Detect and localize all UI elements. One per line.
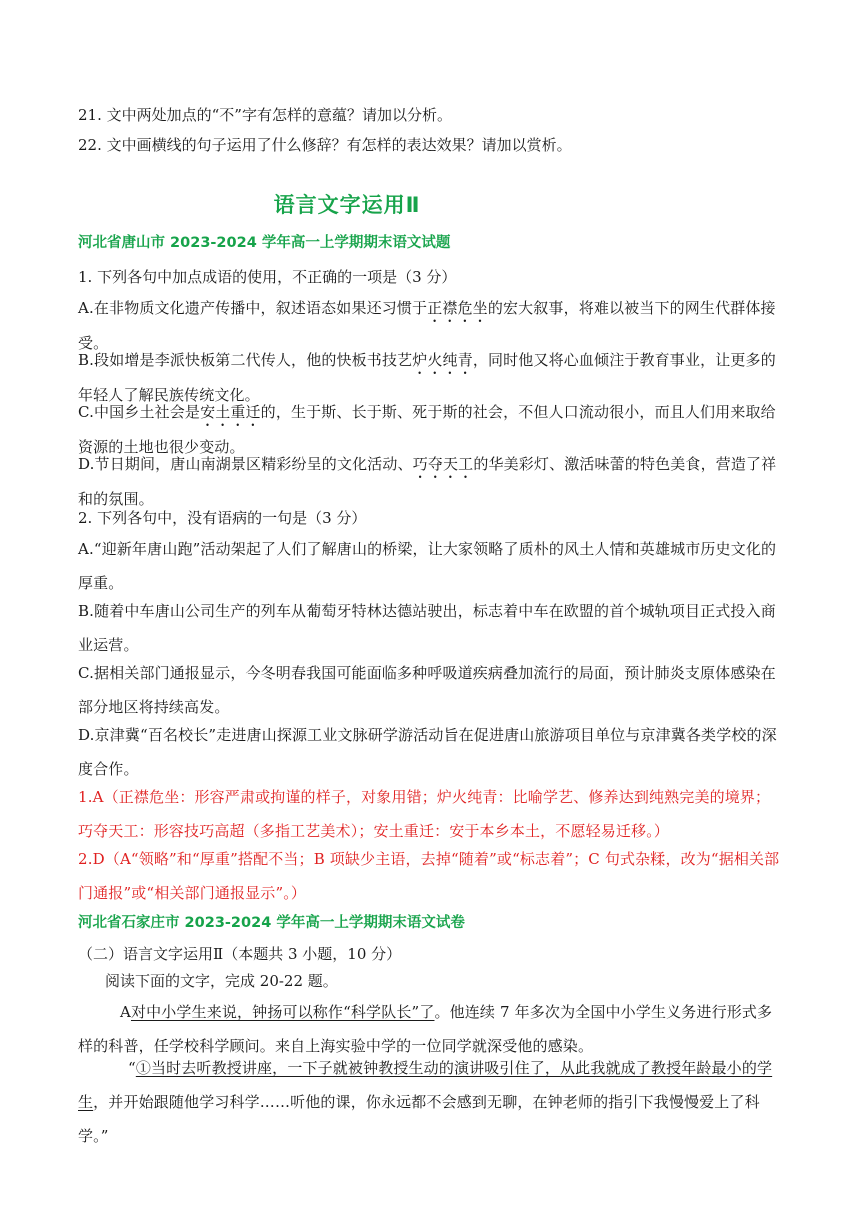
source-shijiazhuang: 河北省石家庄市 2023-2024 学年高一上学期期末语文试卷 <box>78 915 465 931</box>
passage-paragraph-1: A对中小学生来说，钟扬可以称作“科学队长”了。他连续 7 年多次为全国中小学生义务进行形式多样的科普，任学校科学顾问。来自上海实验中学的一位同学就深受他的感染。 <box>78 1003 773 1055</box>
dotted-idiom: 正襟危坐 <box>427 299 488 317</box>
dotted-idiom: 炉火纯青 <box>412 351 473 369</box>
q1-option-a: A.在非物质文化遗产传播中，叙述语态如果还习惯于正襟危坐的宏大叙事，将难以被当下的网生代群体接受。 <box>78 299 776 352</box>
q1-option-c: C.中国乡土社会是安土重迁的，生于斯、长于斯、死于斯的社会，不但人口流动很小，而且人们用来取给资源的土地也很少变动。 <box>78 403 776 456</box>
underlined-sentence: ①当时去听教授讲座，一下子就被钟教授生动的演讲吸引住了，从此我就成了教授年龄最小的学生 <box>78 1059 773 1111</box>
section-header: （二）语言文字运用Ⅱ（本题共 3 小题，10 分） <box>78 945 402 963</box>
q2-option-c: C.据相关部门通报显示，今冬明春我国可能面临多种呼吸道疾病叠加流行的局面，预计肺炎支原体感染在部分地区将持续高发。 <box>78 664 776 716</box>
q2-option-a: A.“迎新年唐山跑”活动架起了人们了解唐山的桥梁，让大家领略了质朴的风土人情和英雄城市历史文化的厚重。 <box>78 540 777 592</box>
q1-stem: 1. 下列各句中加点成语的使用，不正确的一项是（3 分） <box>78 268 457 286</box>
q2-stem: 2. 下列各句中，没有语病的一句是（3 分） <box>78 509 367 527</box>
underlined-sentence: 对中小学生来说，钟扬可以称作“科学队长”了 <box>130 1003 435 1021</box>
dotted-idiom: 安土重迁 <box>200 403 261 421</box>
question-21: 21. 文中两处加点的“不”字有怎样的意蕴？请加以分析。 <box>78 106 452 124</box>
answer-1: 1.A（正襟危坐：形容严肃或拘谨的样子，对象用错；炉火纯青：比喻学艺、修养达到纯熟完美的境界；巧夺天工：形容技巧高超（多指工艺美术）；安土重迁：安于本乡本土，不愿轻易迁移。） <box>78 788 771 840</box>
q1-option-b: B.段如增是李派快板第二代传人，他的快板书技艺炉火纯青，同时他又将心血倾注于教育事业，让更多的年轻人了解民族传统文化。 <box>78 351 776 404</box>
q2-option-d: D.京津冀“百名校长”走进唐山探源工业文脉研学游活动旨在促进唐山旅游项目单位与京津冀各类学校的深度合作。 <box>78 726 777 778</box>
question-22: 22. 文中画横线的句子运用了什么修辞？有怎样的表达效果？请加以赏析。 <box>78 136 572 154</box>
answer-2: 2.D（A“领略”和“厚重”搭配不当；B 项缺少主语，去掉“随着”或“标志着”；C 句式杂糅，改为“据相关部门通报”或“相关部门通报显示”。） <box>78 850 780 902</box>
q2-option-b: B.随着中车唐山公司生产的列车从葡萄牙特林达德站驶出，标志着中车在欧盟的首个城轨项目正式投入商业运营。 <box>78 602 776 654</box>
source-tangshan: 河北省唐山市 2023-2024 学年高一上学期期末语文试题 <box>78 235 451 251</box>
q1-option-d: D.节日期间，唐山南湖景区精彩纷呈的文化活动、巧夺天工的华美彩灯、激活味蕾的特色美食，营造了祥和的氛围。 <box>78 455 777 508</box>
section-title: 语言文字运用Ⅱ <box>273 193 421 217</box>
dotted-idiom: 巧夺天工 <box>412 455 474 473</box>
reading-instruction: 阅读下面的文字，完成 20-22 题。 <box>105 972 338 990</box>
passage-paragraph-2: “①当时去听教授讲座，一下子就被钟教授生动的演讲吸引住了，从此我就成了教授年龄最小的学生，并开始跟随他学习科学……听他的课，你永远都不会感到无聊，在钟老师的指引下我慢慢爱上了科学。” <box>78 1059 773 1145</box>
